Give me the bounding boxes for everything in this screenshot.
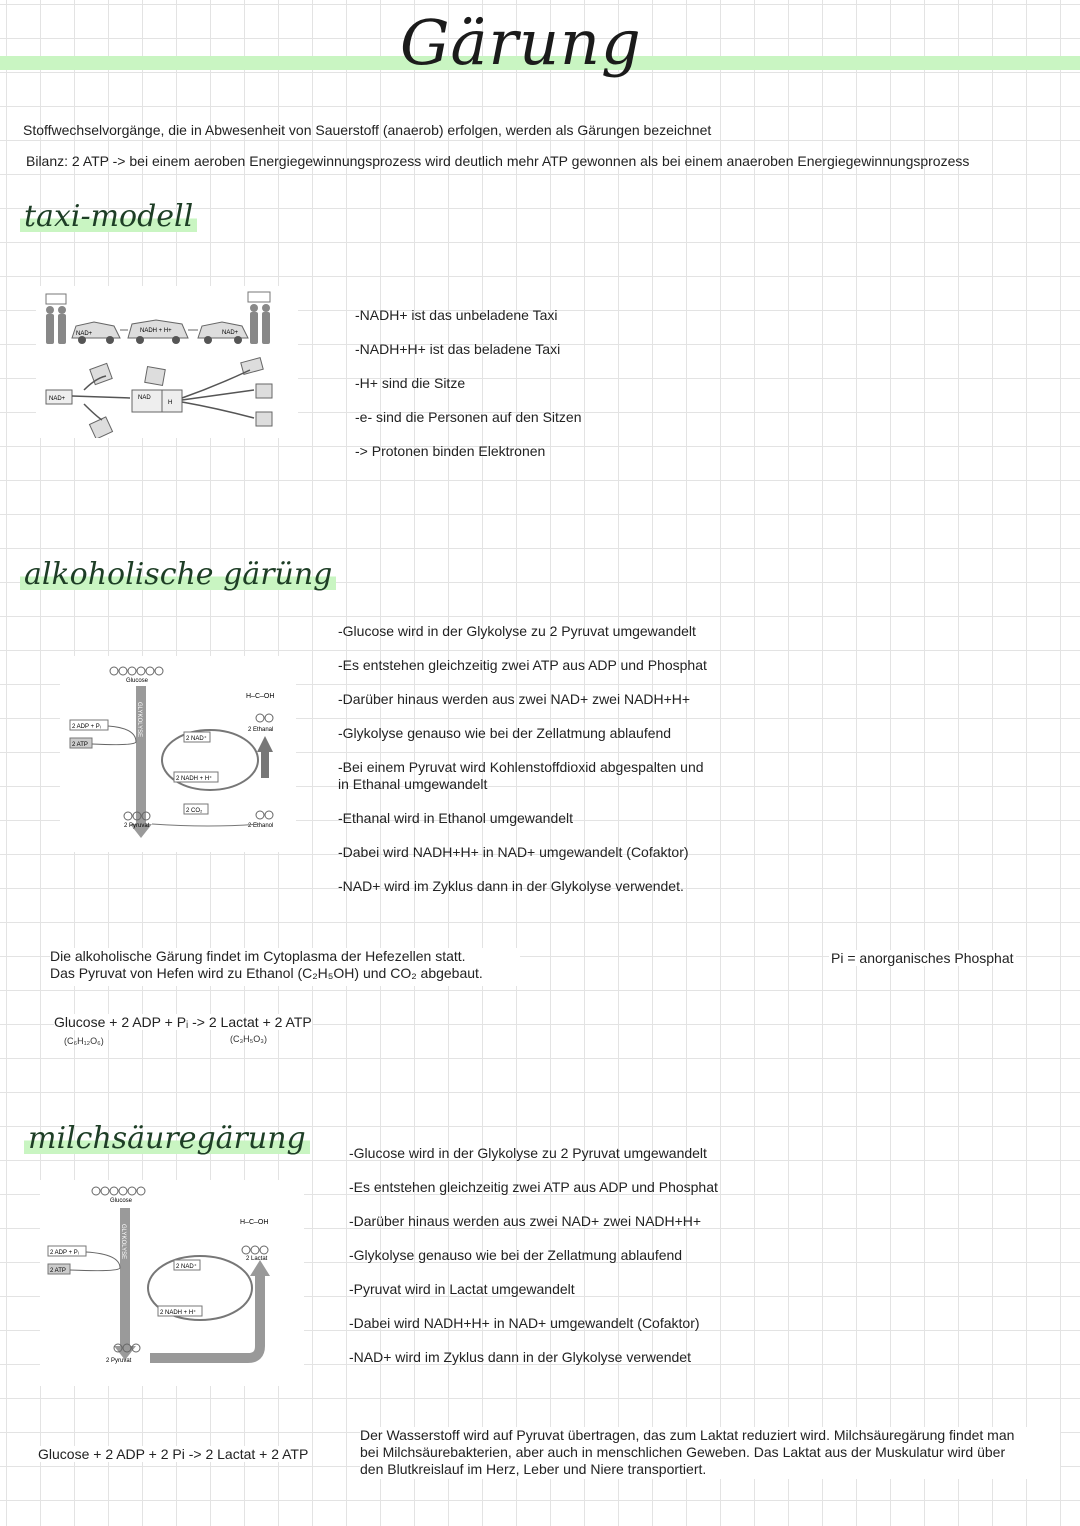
milch-point: -Darüber hinaus werden aus zwei NAD+ zwei NADH+H+ <box>349 1213 702 1229</box>
milch-point: -NAD+ wird im Zyklus dann in der Glykolyse verwendet <box>349 1349 691 1365</box>
milch-nadh-label: 2 NADH + H⁺ <box>160 1310 197 1316</box>
milch-point: -Dabei wird NADH+H+ in NAD+ umgewandelt (Cofaktor) <box>349 1315 700 1331</box>
taxi-point: -H+ sind die Sitze <box>355 375 466 391</box>
alk-atp-label: 2 ATP <box>72 742 88 748</box>
milch-note-line: den Blutkreislauf im Herz, Leber und Niere transportiert. <box>360 1461 707 1477</box>
taxi-heading: taxi-modell <box>20 202 197 232</box>
taxi-label-nad1: NAD+ <box>76 331 93 337</box>
intro-text: Stoffwechselvorgänge, die in Abwesenheit von Sauerstoff (anaerob) erfolgen, werden als Gärungen bezeichnet <box>23 122 712 138</box>
milch-note <box>360 1427 1060 1479</box>
alk-ethanal-formula: H–C–OH <box>246 693 275 700</box>
milch-lactat-formula: H–C–OH <box>240 1219 269 1226</box>
alk-nadh-label: 2 NADH + H⁺ <box>176 776 213 782</box>
alkohol-points <box>338 623 758 903</box>
milch-diagram <box>40 1180 304 1386</box>
alk-glucose-label: Glucose <box>126 678 149 684</box>
milch-point: -Glucose wird in der Glykolyse zu 2 Pyruvat umgewandelt <box>349 1145 707 1161</box>
milch-heading: milchsäuregärung <box>24 1124 310 1154</box>
milch-point: -Glykolyse genauso wie bei der Zellatmung ablaufend <box>349 1247 683 1263</box>
taxi-box-nad: NAD+ <box>49 396 66 402</box>
milch-glucose-label: Glucose <box>110 1198 133 1204</box>
alkohol-note-line: Die alkoholische Gärung findet im Cytoplasma der Hefezellen statt. <box>50 948 466 964</box>
milch-glykolyse-label: GLYKOLYSE <box>120 1224 126 1260</box>
bilanz-text: Bilanz: 2 ATP -> bei einem aeroben Energiegewinnungsprozess wird deutlich mehr ATP gewonnen als bei einem anaeroben Energiegewinnungsprozess <box>26 153 970 169</box>
formula-glucose: (C₆H₁₂O₆) <box>64 1036 104 1046</box>
alkohol-point: -Darüber hinaus werden aus zwei NAD+ zwei NADH+H+ <box>338 691 691 707</box>
pi-note: Pi = anorganisches Phosphat <box>831 950 1014 966</box>
alkohol-point: -Ethanal wird in Ethanol umgewandelt <box>338 810 574 826</box>
page-title: Gärung <box>400 6 642 79</box>
milch-nad-label: 2 NAD⁺ <box>176 1264 197 1270</box>
taxi-point: -NADH+ ist das unbeladene Taxi <box>355 307 558 323</box>
alkohol-point: -NAD+ wird im Zyklus dann in der Glykolyse verwendet. <box>338 878 684 894</box>
alk-ethanal-label: 2 Ethanal <box>248 727 274 733</box>
alkohol-point: -Glucose wird in der Glykolyse zu 2 Pyruvat umgewandelt <box>338 623 696 639</box>
milch-equation: Glucose + 2 ADP + 2 Pi -> 2 Lactat + 2 ATP <box>38 1446 309 1462</box>
alk-adp-label: 2 ADP + Pᵢ <box>72 724 101 730</box>
taxi-box-nad-short: NAD <box>138 395 151 401</box>
milch-note-line: bei Milchsäurebakterien, aber auch in menschlichen Geweben. Das Laktat aus der Muskulatur wird über <box>360 1444 1006 1460</box>
milch-pyruvat-label: 2 Pyruvat <box>106 1358 132 1364</box>
alk-glykolyse-label: GLYKOLYSE <box>136 702 142 738</box>
taxi-label-nadh: NADH + H+ <box>140 328 172 334</box>
taxi-point: -e- sind die Personen auf den Sitzen <box>355 409 582 425</box>
alkohol-equation: Glucose + 2 ADP + Pᵢ -> 2 Lactat + 2 ATP <box>54 1014 312 1030</box>
alkohol-point: in Ethanal umgewandelt <box>338 776 488 792</box>
alk-ethanol-label: 2 Ethanol <box>248 823 274 829</box>
alkohol-diagram <box>60 656 296 852</box>
alkohol-point: -Bei einem Pyruvat wird Kohlenstoffdioxid abgespalten und <box>338 759 704 775</box>
alkohol-point: -Glykolyse genauso wie bei der Zellatmung ablaufend <box>338 725 672 741</box>
formula-lactat: (C₃H₅O₃) <box>230 1034 267 1044</box>
taxi-model-figure <box>36 286 298 438</box>
milch-note-line: Der Wasserstoff wird auf Pyruvat übertragen, das zum Laktat reduziert wird. Milchsäuregärung findet man <box>360 1427 1015 1443</box>
taxi-points <box>355 307 775 467</box>
milch-points <box>349 1145 769 1375</box>
milch-point: -Es entstehen gleichzeitig zwei ATP aus ADP und Phosphat <box>349 1179 718 1195</box>
milch-atp-label: 2 ATP <box>50 1268 66 1274</box>
milch-adp-label: 2 ADP + Pᵢ <box>50 1250 79 1256</box>
alkohol-point: -Dabei wird NADH+H+ in NAD+ umgewandelt (Cofaktor) <box>338 844 689 860</box>
alkohol-note <box>50 948 520 986</box>
alk-nad-label: 2 NAD⁺ <box>186 736 207 742</box>
taxi-box-h: H <box>168 400 173 406</box>
alkohol-note-line: Das Pyruvat von Hefen wird zu Ethanol (C₂H₅OH) und CO₂ abgebaut. <box>50 965 483 981</box>
alk-co2-label: 2 CO₂ <box>186 808 203 814</box>
milch-lactat-label: 2 Lactat <box>246 1256 268 1262</box>
taxi-point: -> Protonen binden Elektronen <box>355 443 546 459</box>
taxi-label-nad2: NAD+ <box>222 330 239 336</box>
milch-point: -Pyruvat wird in Lactat umgewandelt <box>349 1281 575 1297</box>
alkohol-point: -Es entstehen gleichzeitig zwei ATP aus ADP und Phosphat <box>338 657 707 673</box>
alkohol-heading: alkoholische gärüng <box>20 560 336 590</box>
taxi-point: -NADH+H+ ist das beladene Taxi <box>355 341 561 357</box>
alk-pyruvat-label: 2 Pyruvat <box>124 823 150 829</box>
